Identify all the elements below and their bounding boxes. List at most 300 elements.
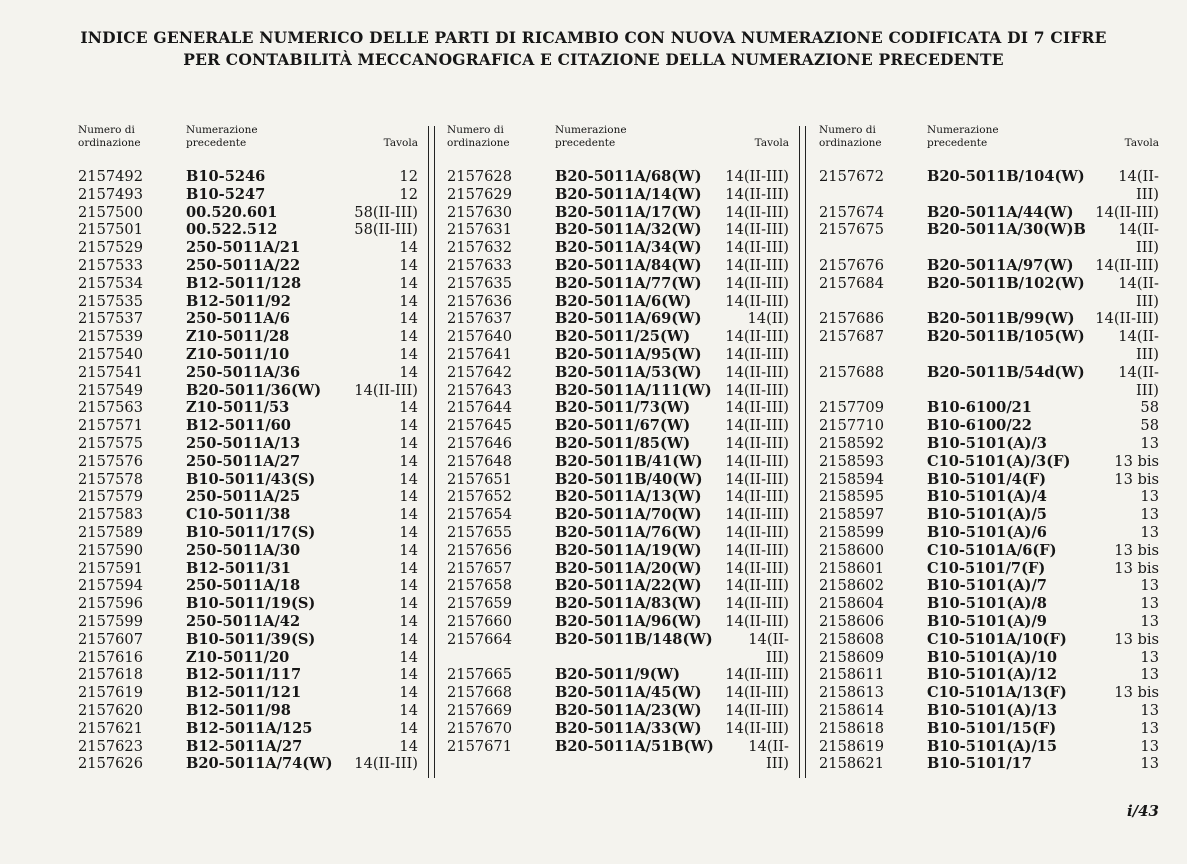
previous-number: B10-5101(A)/8 bbox=[927, 595, 1047, 613]
table-reference bbox=[669, 738, 789, 774]
previous-number: B20-5011A/95(W) bbox=[555, 345, 702, 363]
order-number: 2157664 bbox=[447, 630, 512, 648]
order-number: 2158600 bbox=[819, 541, 884, 559]
previous-number: B20-5011A/14(W) bbox=[555, 185, 702, 203]
table-reference: 14 bbox=[399, 274, 418, 292]
table-row bbox=[819, 364, 1159, 400]
table-row bbox=[78, 417, 418, 435]
page-number: i/43 bbox=[1126, 802, 1159, 820]
previous-number: B12-5011A/125 bbox=[186, 719, 313, 737]
table-row bbox=[447, 506, 789, 524]
table-reference: 14(II-III) bbox=[725, 488, 789, 506]
previous-number: B10-5101/17 bbox=[927, 755, 1032, 773]
previous-number: C10-5011/38 bbox=[186, 506, 291, 524]
table-reference-part: 14(II- bbox=[1118, 274, 1159, 292]
table-reference: 14(II-III) bbox=[354, 381, 418, 399]
order-number: 2157626 bbox=[78, 755, 143, 773]
table-row bbox=[819, 755, 1159, 773]
previous-number: B20-5011B/54d(W) bbox=[927, 363, 1085, 381]
header-label: ordinazione bbox=[78, 137, 141, 149]
header-label: precedente bbox=[927, 137, 988, 149]
header-label: Numerazione bbox=[927, 124, 999, 136]
table-reference bbox=[1039, 221, 1159, 257]
previous-number: B20-5011/25(W) bbox=[555, 328, 691, 346]
table-reference: 14 bbox=[399, 577, 418, 595]
order-number: 2157641 bbox=[447, 345, 512, 363]
previous-number: B12-5011/31 bbox=[186, 559, 291, 577]
order-number: 2157534 bbox=[78, 274, 143, 292]
table-row bbox=[447, 186, 789, 204]
header-label: Numero di bbox=[447, 124, 504, 136]
previous-number: B10-5101(A)/7 bbox=[927, 577, 1047, 595]
order-number: 2157687 bbox=[819, 328, 884, 346]
table-reference: 14 bbox=[399, 541, 418, 559]
order-number: 2157674 bbox=[819, 203, 884, 221]
order-number: 2157596 bbox=[78, 595, 143, 613]
previous-number: B20-5011B/40(W) bbox=[555, 470, 703, 488]
order-number: 2157686 bbox=[819, 310, 884, 328]
table-reference: 14(II-III) bbox=[725, 203, 789, 221]
table-reference: 14(II-III) bbox=[725, 612, 789, 630]
table-reference bbox=[669, 631, 789, 667]
table-reference: 14 bbox=[399, 434, 418, 452]
previous-number: B10-5101(A)/5 bbox=[927, 506, 1047, 524]
order-number: 2157623 bbox=[78, 737, 143, 755]
table-reference: 14 bbox=[399, 612, 418, 630]
table-row bbox=[447, 399, 789, 417]
header-label: Numerazione bbox=[186, 124, 258, 136]
table-reference bbox=[1039, 328, 1159, 364]
order-number: 2157628 bbox=[447, 168, 512, 185]
previous-number: 250-5011A/30 bbox=[186, 541, 301, 559]
table-row bbox=[78, 755, 418, 773]
table-reference: 13 bis bbox=[1114, 684, 1159, 702]
previous-number: B20-5011B/104(W) bbox=[927, 168, 1085, 185]
table-reference: 13 bbox=[1140, 488, 1159, 506]
table-reference: 14(II-III) bbox=[725, 185, 789, 203]
header-order-number bbox=[78, 124, 141, 150]
previous-number: C10-5101/7(F) bbox=[927, 559, 1046, 577]
previous-number: B20-5011A/84(W) bbox=[555, 256, 702, 274]
table-reference: 14 bbox=[399, 719, 418, 737]
previous-number: B20-5011A/97(W) bbox=[927, 256, 1074, 274]
column-header bbox=[78, 122, 418, 168]
previous-number: B12-5011/117 bbox=[186, 666, 302, 684]
order-number: 2157636 bbox=[447, 292, 512, 310]
table-row bbox=[447, 577, 789, 595]
header-label: Numero di bbox=[78, 124, 135, 136]
order-number: 2157660 bbox=[447, 612, 512, 630]
table-row bbox=[447, 275, 789, 293]
index-column-3 bbox=[819, 122, 1159, 773]
previous-number: B20-5011B/99(W) bbox=[927, 310, 1075, 328]
previous-number: B20-5011/36(W) bbox=[186, 381, 322, 399]
previous-number: B10-5101(A)/3 bbox=[927, 434, 1047, 452]
order-number: 2158608 bbox=[819, 630, 884, 648]
table-reference: 14(II-III) bbox=[725, 221, 789, 239]
table-row bbox=[819, 738, 1159, 756]
previous-number: B10-6100/22 bbox=[927, 417, 1032, 435]
order-number: 2157669 bbox=[447, 701, 512, 719]
order-number: 2158614 bbox=[819, 701, 884, 719]
table-reference: 14(II-III) bbox=[725, 434, 789, 452]
table-reference: 13 bbox=[1140, 666, 1159, 684]
order-number: 2157539 bbox=[78, 328, 143, 346]
table-reference: 14(II-III) bbox=[725, 399, 789, 417]
previous-number: B20-5011B/102(W) bbox=[927, 274, 1085, 292]
order-number: 2157537 bbox=[78, 310, 143, 328]
table-row bbox=[447, 524, 789, 542]
previous-number: Z10-5011/53 bbox=[186, 399, 290, 417]
table-reference: 13 bbox=[1140, 755, 1159, 773]
table-reference bbox=[1039, 364, 1159, 400]
table-reference: 14 bbox=[399, 452, 418, 470]
previous-number: 250-5011A/42 bbox=[186, 612, 301, 630]
table-row bbox=[447, 417, 789, 435]
table-row bbox=[78, 453, 418, 471]
order-number: 2158621 bbox=[819, 755, 884, 773]
order-number: 2158597 bbox=[819, 506, 884, 524]
previous-number: B20-5011B/41(W) bbox=[555, 452, 703, 470]
previous-number: 250-5011A/6 bbox=[186, 310, 290, 328]
table-row bbox=[819, 631, 1159, 649]
table-reference: 14(II-III) bbox=[725, 381, 789, 399]
table-row bbox=[78, 560, 418, 578]
previous-number: B10-5011/43(S) bbox=[186, 470, 316, 488]
previous-number: B20-5011A/51B(W) bbox=[555, 737, 714, 755]
order-number: 2157656 bbox=[447, 541, 512, 559]
table-reference: 14(II-III) bbox=[725, 577, 789, 595]
previous-number: 250-5011A/27 bbox=[186, 452, 301, 470]
table-row bbox=[447, 560, 789, 578]
table-reference: 13 bbox=[1140, 612, 1159, 630]
previous-number: B20-5011A/19(W) bbox=[555, 541, 702, 559]
table-row bbox=[447, 738, 789, 774]
order-number: 2157670 bbox=[447, 719, 512, 737]
order-number: 2157640 bbox=[447, 328, 512, 346]
order-number: 2158618 bbox=[819, 719, 884, 737]
previous-number: C10-5101(A)/3(F) bbox=[927, 452, 1071, 470]
table-row bbox=[447, 720, 789, 738]
order-number: 2157658 bbox=[447, 577, 512, 595]
order-number: 2157632 bbox=[447, 239, 512, 257]
table-row bbox=[819, 435, 1159, 453]
table-reference: 14(II-III) bbox=[725, 292, 789, 310]
order-number: 2157578 bbox=[78, 470, 143, 488]
table-reference: 13 bbox=[1140, 595, 1159, 613]
order-number: 2157635 bbox=[447, 274, 512, 292]
table-row bbox=[819, 275, 1159, 311]
table-row bbox=[447, 595, 789, 613]
previous-number: B20-5011A/13(W) bbox=[555, 488, 702, 506]
table-row bbox=[78, 738, 418, 756]
order-number: 2157576 bbox=[78, 452, 143, 470]
previous-number: B20-5011A/6(W) bbox=[555, 292, 692, 310]
table-reference: 14(II-III) bbox=[725, 345, 789, 363]
order-number: 2157642 bbox=[447, 363, 512, 381]
order-number: 2157637 bbox=[447, 310, 512, 328]
order-number: 2157575 bbox=[78, 434, 143, 452]
table-reference: 14(II-III) bbox=[725, 274, 789, 292]
previous-number: B10-5011/19(S) bbox=[186, 595, 316, 613]
table-reference: 14 bbox=[399, 595, 418, 613]
previous-number: B20-5011B/105(W) bbox=[927, 328, 1085, 346]
order-number: 2158606 bbox=[819, 612, 884, 630]
table-row bbox=[78, 595, 418, 613]
header-previous-number bbox=[186, 124, 258, 150]
table-reference: 58(II-III) bbox=[354, 221, 418, 239]
order-number: 2158613 bbox=[819, 684, 884, 702]
order-number: 2157549 bbox=[78, 381, 143, 399]
previous-number: B10-5101(A)/13 bbox=[927, 701, 1058, 719]
previous-number: B20-5011A/53(W) bbox=[555, 363, 702, 381]
order-number: 2157631 bbox=[447, 221, 512, 239]
table-row bbox=[819, 257, 1159, 275]
table-row bbox=[819, 506, 1159, 524]
order-number: 2157688 bbox=[819, 363, 884, 381]
table-reference: 14 bbox=[399, 648, 418, 666]
table-reference: 13 bbox=[1140, 701, 1159, 719]
previous-number: B20-5011A/22(W) bbox=[555, 577, 702, 595]
previous-number: B20-5011A/77(W) bbox=[555, 274, 702, 292]
order-number: 2157621 bbox=[78, 719, 143, 737]
order-number: 2157492 bbox=[78, 168, 143, 185]
table-reference: 14 bbox=[399, 328, 418, 346]
table-reference: 14(II-III) bbox=[725, 417, 789, 435]
table-reference: 14 bbox=[399, 684, 418, 702]
table-reference: 14 bbox=[399, 488, 418, 506]
table-reference: 14(II-III) bbox=[725, 541, 789, 559]
order-number: 2157630 bbox=[447, 203, 512, 221]
previous-number: C10-5101A/10(F) bbox=[927, 630, 1067, 648]
table-reference: 13 bbox=[1140, 648, 1159, 666]
table-reference: 14(II-III) bbox=[725, 363, 789, 381]
header-order-number bbox=[447, 124, 510, 150]
table-row bbox=[819, 328, 1159, 364]
table-reference-part: III) bbox=[766, 755, 789, 773]
previous-number: B20-5011A/32(W) bbox=[555, 221, 702, 239]
table-row bbox=[78, 613, 418, 631]
order-number: 2157645 bbox=[447, 417, 512, 435]
table-reference: 14 bbox=[399, 666, 418, 684]
previous-number: B10-5101(A)/10 bbox=[927, 648, 1058, 666]
table-row bbox=[447, 310, 789, 328]
index-column-2 bbox=[447, 122, 789, 773]
table-reference: 14 bbox=[399, 310, 418, 328]
order-number: 2157620 bbox=[78, 701, 143, 719]
column-divider bbox=[805, 126, 806, 778]
header-label: Numero di bbox=[819, 124, 876, 136]
table-row bbox=[447, 542, 789, 560]
table-reference: 13 bis bbox=[1114, 559, 1159, 577]
table-row bbox=[819, 488, 1159, 506]
table-row bbox=[78, 293, 418, 311]
previous-number: B10-5101/15(F) bbox=[927, 719, 1057, 737]
previous-number: C10-5101A/6(F) bbox=[927, 541, 1057, 559]
table-row bbox=[78, 720, 418, 738]
table-row bbox=[78, 399, 418, 417]
table-row bbox=[819, 310, 1159, 328]
table-reference: 14 bbox=[399, 559, 418, 577]
table-row bbox=[819, 720, 1159, 738]
previous-number: B20-5011A/45(W) bbox=[555, 684, 702, 702]
previous-number: Z10-5011/28 bbox=[186, 328, 290, 346]
table-row bbox=[447, 293, 789, 311]
order-number: 2157643 bbox=[447, 381, 512, 399]
order-number: 2157671 bbox=[447, 737, 512, 755]
previous-number: B20-5011A/33(W) bbox=[555, 719, 702, 737]
table-row bbox=[447, 346, 789, 364]
order-number: 2157616 bbox=[78, 648, 143, 666]
table-reference-part: 14(II- bbox=[748, 630, 789, 648]
previous-number: B20-5011A/20(W) bbox=[555, 559, 702, 577]
table-reference: 14(II-III) bbox=[725, 506, 789, 524]
previous-number: B12-5011A/27 bbox=[186, 737, 303, 755]
order-number: 2158601 bbox=[819, 559, 884, 577]
order-number: 2157591 bbox=[78, 559, 143, 577]
order-number: 2157590 bbox=[78, 541, 143, 559]
order-number: 2157684 bbox=[819, 274, 884, 292]
order-number: 2158593 bbox=[819, 452, 884, 470]
table-reference: 58 bbox=[1140, 417, 1159, 435]
order-number: 2158592 bbox=[819, 434, 884, 452]
table-reference: 14(II-III) bbox=[725, 523, 789, 541]
table-row bbox=[819, 560, 1159, 578]
table-row bbox=[447, 204, 789, 222]
table-row bbox=[819, 399, 1159, 417]
table-row bbox=[447, 364, 789, 382]
header-table: Tavola bbox=[1124, 137, 1159, 149]
previous-number: B10-5246 bbox=[186, 168, 266, 185]
table-reference: 14 bbox=[399, 239, 418, 257]
order-number: 2158599 bbox=[819, 523, 884, 541]
order-number: 2158609 bbox=[819, 648, 884, 666]
table-row bbox=[447, 471, 789, 489]
header-previous-number bbox=[927, 124, 999, 150]
order-number: 2157607 bbox=[78, 630, 143, 648]
order-number: 2157672 bbox=[819, 168, 884, 185]
previous-number: B20-5011A/69(W) bbox=[555, 310, 702, 328]
table-row bbox=[78, 239, 418, 257]
table-row bbox=[78, 631, 418, 649]
table-row bbox=[447, 168, 789, 186]
table-reference: 14 bbox=[399, 399, 418, 417]
previous-number: B20-5011A/44(W) bbox=[927, 203, 1074, 221]
table-reference: 14 bbox=[399, 363, 418, 381]
order-number: 2157665 bbox=[447, 666, 512, 684]
header-table: Tavola bbox=[754, 137, 789, 149]
table-reference: 14(II-III) bbox=[725, 239, 789, 257]
previous-number: B12-5011/98 bbox=[186, 701, 291, 719]
order-number: 2157535 bbox=[78, 292, 143, 310]
table-reference: 58(II-III) bbox=[354, 203, 418, 221]
previous-number: B20-5011A/70(W) bbox=[555, 506, 702, 524]
table-row bbox=[78, 524, 418, 542]
order-number: 2157654 bbox=[447, 506, 512, 524]
table-reference-part: 14(II- bbox=[748, 737, 789, 755]
order-number: 2157533 bbox=[78, 256, 143, 274]
table-reference: 14(II-III) bbox=[725, 719, 789, 737]
previous-number: B10-5011/39(S) bbox=[186, 630, 316, 648]
order-number: 2157710 bbox=[819, 417, 884, 435]
previous-number: B20-5011A/74(W) bbox=[186, 755, 333, 773]
table-row bbox=[447, 613, 789, 631]
order-number: 2157501 bbox=[78, 221, 143, 239]
order-number: 2157629 bbox=[447, 185, 512, 203]
previous-number: B20-5011A/76(W) bbox=[555, 523, 702, 541]
table-reference-part: III) bbox=[766, 648, 789, 666]
order-number: 2157571 bbox=[78, 417, 143, 435]
table-reference-part: 14(II- bbox=[1118, 168, 1159, 185]
table-row bbox=[447, 328, 789, 346]
previous-number: C10-5101A/13(F) bbox=[927, 684, 1067, 702]
order-number: 2157651 bbox=[447, 470, 512, 488]
table-reference: 14 bbox=[399, 701, 418, 719]
table-row bbox=[78, 382, 418, 400]
table-reference: 14 bbox=[399, 523, 418, 541]
table-reference: 14(II-III) bbox=[725, 328, 789, 346]
column-header bbox=[819, 122, 1159, 168]
order-number: 2157583 bbox=[78, 506, 143, 524]
previous-number: B20-5011A/83(W) bbox=[555, 595, 702, 613]
table-row bbox=[447, 257, 789, 275]
table-reference: 13 bis bbox=[1114, 452, 1159, 470]
table-reference: 58 bbox=[1140, 399, 1159, 417]
previous-number: B10-5101(A)/4 bbox=[927, 488, 1047, 506]
previous-number: B20-5011A/96(W) bbox=[555, 612, 702, 630]
previous-number: B20-5011/73(W) bbox=[555, 399, 691, 417]
table-reference bbox=[1039, 168, 1159, 204]
table-reference bbox=[1039, 275, 1159, 311]
table-reference: 14 bbox=[399, 345, 418, 363]
table-reference-part: III) bbox=[1136, 292, 1159, 310]
table-reference: 14 bbox=[399, 737, 418, 755]
table-row bbox=[819, 471, 1159, 489]
table-reference: 14 bbox=[399, 292, 418, 310]
table-reference-part: III) bbox=[1136, 345, 1159, 363]
table-row bbox=[819, 542, 1159, 560]
order-number: 2158619 bbox=[819, 737, 884, 755]
header-label: ordinazione bbox=[819, 137, 882, 149]
previous-number: B10-5101(A)/15 bbox=[927, 737, 1058, 755]
order-number: 2157709 bbox=[819, 399, 884, 417]
order-number: 2157619 bbox=[78, 684, 143, 702]
previous-number: B12-5011/121 bbox=[186, 684, 302, 702]
previous-number: 250-5011A/21 bbox=[186, 239, 301, 257]
order-number: 2157563 bbox=[78, 399, 143, 417]
previous-number: B10-5247 bbox=[186, 185, 266, 203]
table-row bbox=[78, 471, 418, 489]
table-row bbox=[819, 666, 1159, 684]
table-row bbox=[819, 168, 1159, 204]
order-number: 2157500 bbox=[78, 203, 143, 221]
table-reference: 13 bis bbox=[1114, 541, 1159, 559]
order-number: 2158594 bbox=[819, 470, 884, 488]
header-previous-number bbox=[555, 124, 627, 150]
column-divider bbox=[428, 126, 429, 778]
table-reference: 14(II-III) bbox=[725, 559, 789, 577]
previous-number: B20-5011/85(W) bbox=[555, 434, 691, 452]
order-number: 2157657 bbox=[447, 559, 512, 577]
table-row bbox=[78, 204, 418, 222]
table-reference: 13 bbox=[1140, 523, 1159, 541]
table-reference: 12 bbox=[399, 168, 418, 185]
table-row bbox=[819, 453, 1159, 471]
order-number: 2157652 bbox=[447, 488, 512, 506]
header-order-number bbox=[819, 124, 882, 150]
table-reference: 14 bbox=[399, 506, 418, 524]
order-number: 2157594 bbox=[78, 577, 143, 595]
